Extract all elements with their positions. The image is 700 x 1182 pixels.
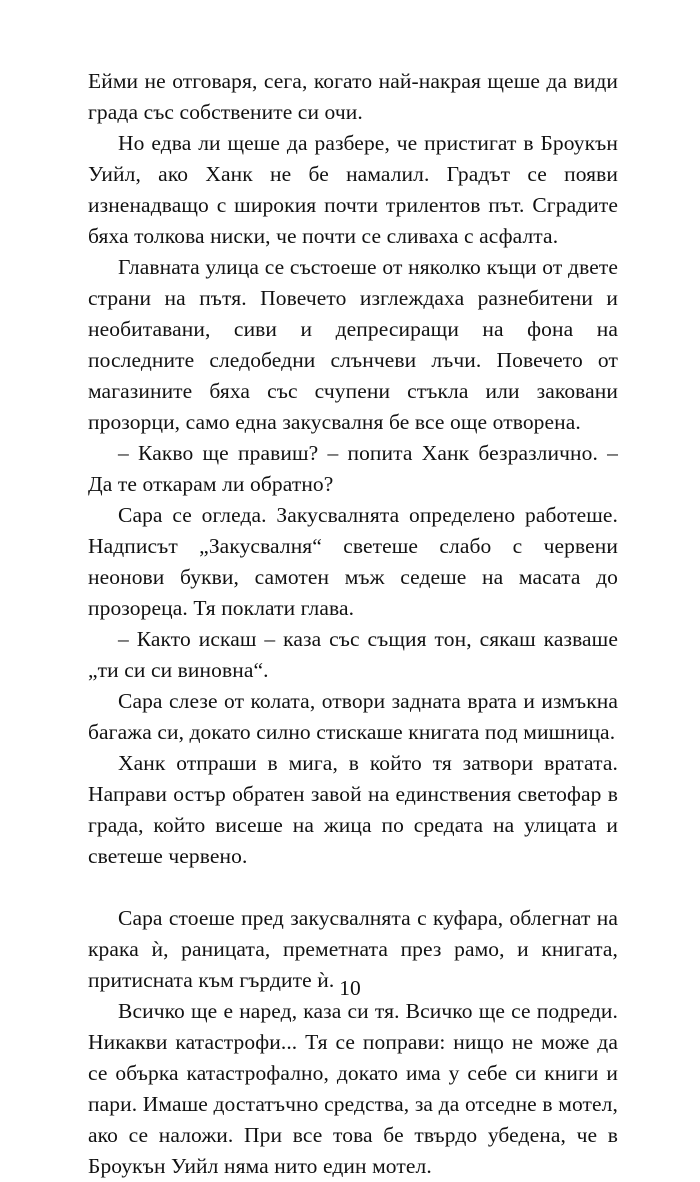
paragraph: Всичко ще е наред, каза си тя. Всичко ще се подреди. Никакви катастрофи... Тя се поправи: нищо не може да се обърка катастрофално, докато има у себе си книги и пари. Имаше достатъчно средства, за да отседне в мотел, ако се наложи. При все това бе твърдо убедена, че в Броукън Уийл няма нито един мотел. [88,999,618,1178]
paragraph: Сара се огледа. Закусвалнята определено работеше. Надписът „Закусвалня“ светеше слабо с червени неонови букви, самотен мъж седеше на масата до прозореца. Тя поклати глава. [88,503,618,620]
section-break [88,872,618,903]
paragraph: Но едва ли щеше да разбере, че пристигат в Броукън Уийл, ако Ханк не бе намалил. Градът се появи изненадващо с широкия почти трилентов път. Сградите бяха толкова ниски, че почти се сливаха с асфалта. [88,131,618,248]
page-number: 10 [339,976,361,1000]
paragraph: Ханк отпраши в мига, в който тя затвори вратата. Направи остър обратен завой на единствения светофар в града, който висеше на жица по средата на улицата и светеше червено. [88,751,618,868]
paragraph: Главната улица се състоеше от няколко къщи от двете страни на пътя. Повечето изглеждаха разнебитени и необитавани, сиви и депресиращи на фона на последните следобедни слънчеви лъчи. Повечето от магазините бяха със счупени стъкла или заковани прозорци, само една закусвалня бе все още отворена. [88,255,618,434]
dialogue-paragraph: – Както искаш – каза със същия тон, сякаш казваше „ти си си виновна“. [88,627,618,682]
page-body [88,66,618,1182]
paragraph: Сара стоеше пред закусвалнята с куфара, облегнат на крака ѝ, раницата, преметната през рамо, и книгата, притисната към гърдите ѝ. [88,906,618,992]
paragraph: Сара слезе от колата, отвори задната врата и измъкна багажа си, докато силно стискаше книгата под мишница. [88,689,618,744]
dialogue-paragraph: – Какво ще правиш? – попита Ханк безразлично. – Да те откарам ли обратно? [88,441,618,496]
paragraph: Ейми не отговаря, сега, когато най-накрая щеше да види града със собствените си очи. [88,69,618,124]
